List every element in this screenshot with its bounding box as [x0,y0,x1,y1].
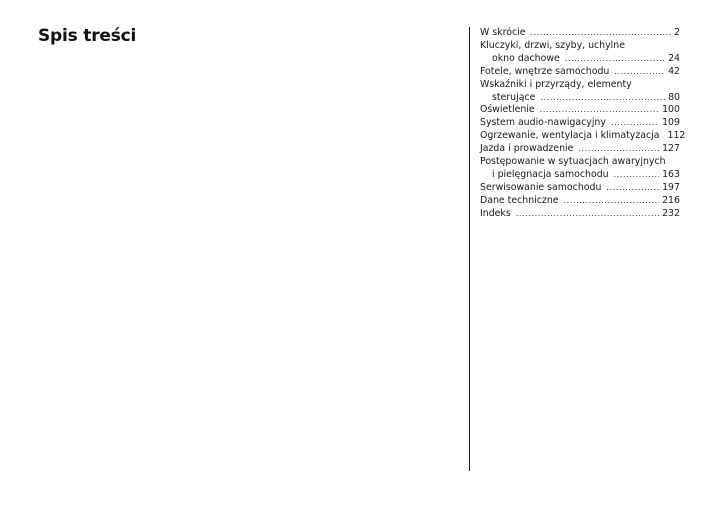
toc-dot-leader [614,66,665,79]
toc-entry[interactable] [480,156,680,182]
toc-entry-title: System audio-nawigacyjny [480,117,606,129]
toc-entry-line [480,27,680,40]
toc-page-number: 216 [662,194,680,206]
toc-dot-leader [614,169,659,182]
toc-entry[interactable] [480,79,680,105]
toc-entry-line [480,66,680,79]
toc-page-number: 42 [668,65,680,77]
toc-dot-leader [530,27,671,40]
toc-entry-line [480,208,680,221]
toc-entry-title: Dane techniczne [480,194,559,206]
column-divider [469,27,470,471]
toc-entry-line [480,182,680,195]
toc-entry-title: Ogrzewanie, wentylacja i klimatyzacja [480,130,660,142]
toc-entry[interactable] [480,195,680,208]
toc-entry[interactable] [480,208,680,221]
toc-entry-title: sterujące [492,91,536,103]
toc-dot-leader [611,117,659,130]
page-title: Spis treści [38,26,137,46]
toc-entry-line [480,195,680,208]
toc-entry-title: Fotele, wnętrze samochodu [480,65,610,77]
toc-dot-leader [540,104,659,117]
table-of-contents [480,27,686,221]
toc-entry-title: okno dachowe [492,52,560,64]
toc-entry-line [480,53,680,66]
toc-dot-leader [540,92,665,105]
toc-entry-line [480,143,680,156]
toc-page-number: 163 [662,168,680,180]
toc-entry-line [480,130,686,143]
toc-entry-line [480,92,680,105]
toc-entry-line [480,117,680,130]
toc-entry[interactable] [480,130,686,143]
toc-entry-title: i pielęgnacja samochodu [492,168,609,180]
toc-page-number: 232 [662,207,680,219]
toc-page-number: 24 [668,52,680,64]
toc-page-number: 127 [662,143,680,155]
toc-page-number: 197 [662,181,680,193]
toc-page-number: 100 [662,104,680,116]
toc-entry-line [480,169,680,182]
toc-entry-line [480,104,680,117]
toc-entry-title: Jazda i prowadzenie [480,143,574,155]
toc-entry[interactable] [480,182,680,195]
toc-dot-leader [516,208,659,221]
toc-dot-leader [565,53,665,66]
toc-page-number: 2 [674,27,680,38]
toc-dot-leader [606,182,659,195]
toc-entry[interactable] [480,40,680,66]
toc-entry-title: Oświetlenie [480,104,535,116]
toc-entry-title: Indeks [480,207,511,219]
toc-entry[interactable] [480,143,680,156]
toc-entry-title-line: Kluczyki, drzwi, szyby, uchylne [480,39,625,51]
toc-entry[interactable] [480,104,680,117]
toc-entry-title-line: Postępowanie w sytuacjach awaryjnych [480,156,666,168]
toc-entry-title: Serwisowanie samochodu [480,181,602,193]
toc-entry-title-line: Wskaźniki i przyrządy, elementy [480,78,632,90]
toc-entry[interactable] [480,27,680,40]
toc-page-number: 112 [667,130,686,142]
toc-page-number: 80 [668,91,680,103]
toc-page-number: 109 [662,117,680,129]
toc-dot-leader [578,143,659,156]
toc-entry[interactable] [480,117,680,130]
toc-entry[interactable] [480,66,680,79]
toc-entry-title: W skrócie [480,27,526,38]
toc-dot-leader [564,195,660,208]
